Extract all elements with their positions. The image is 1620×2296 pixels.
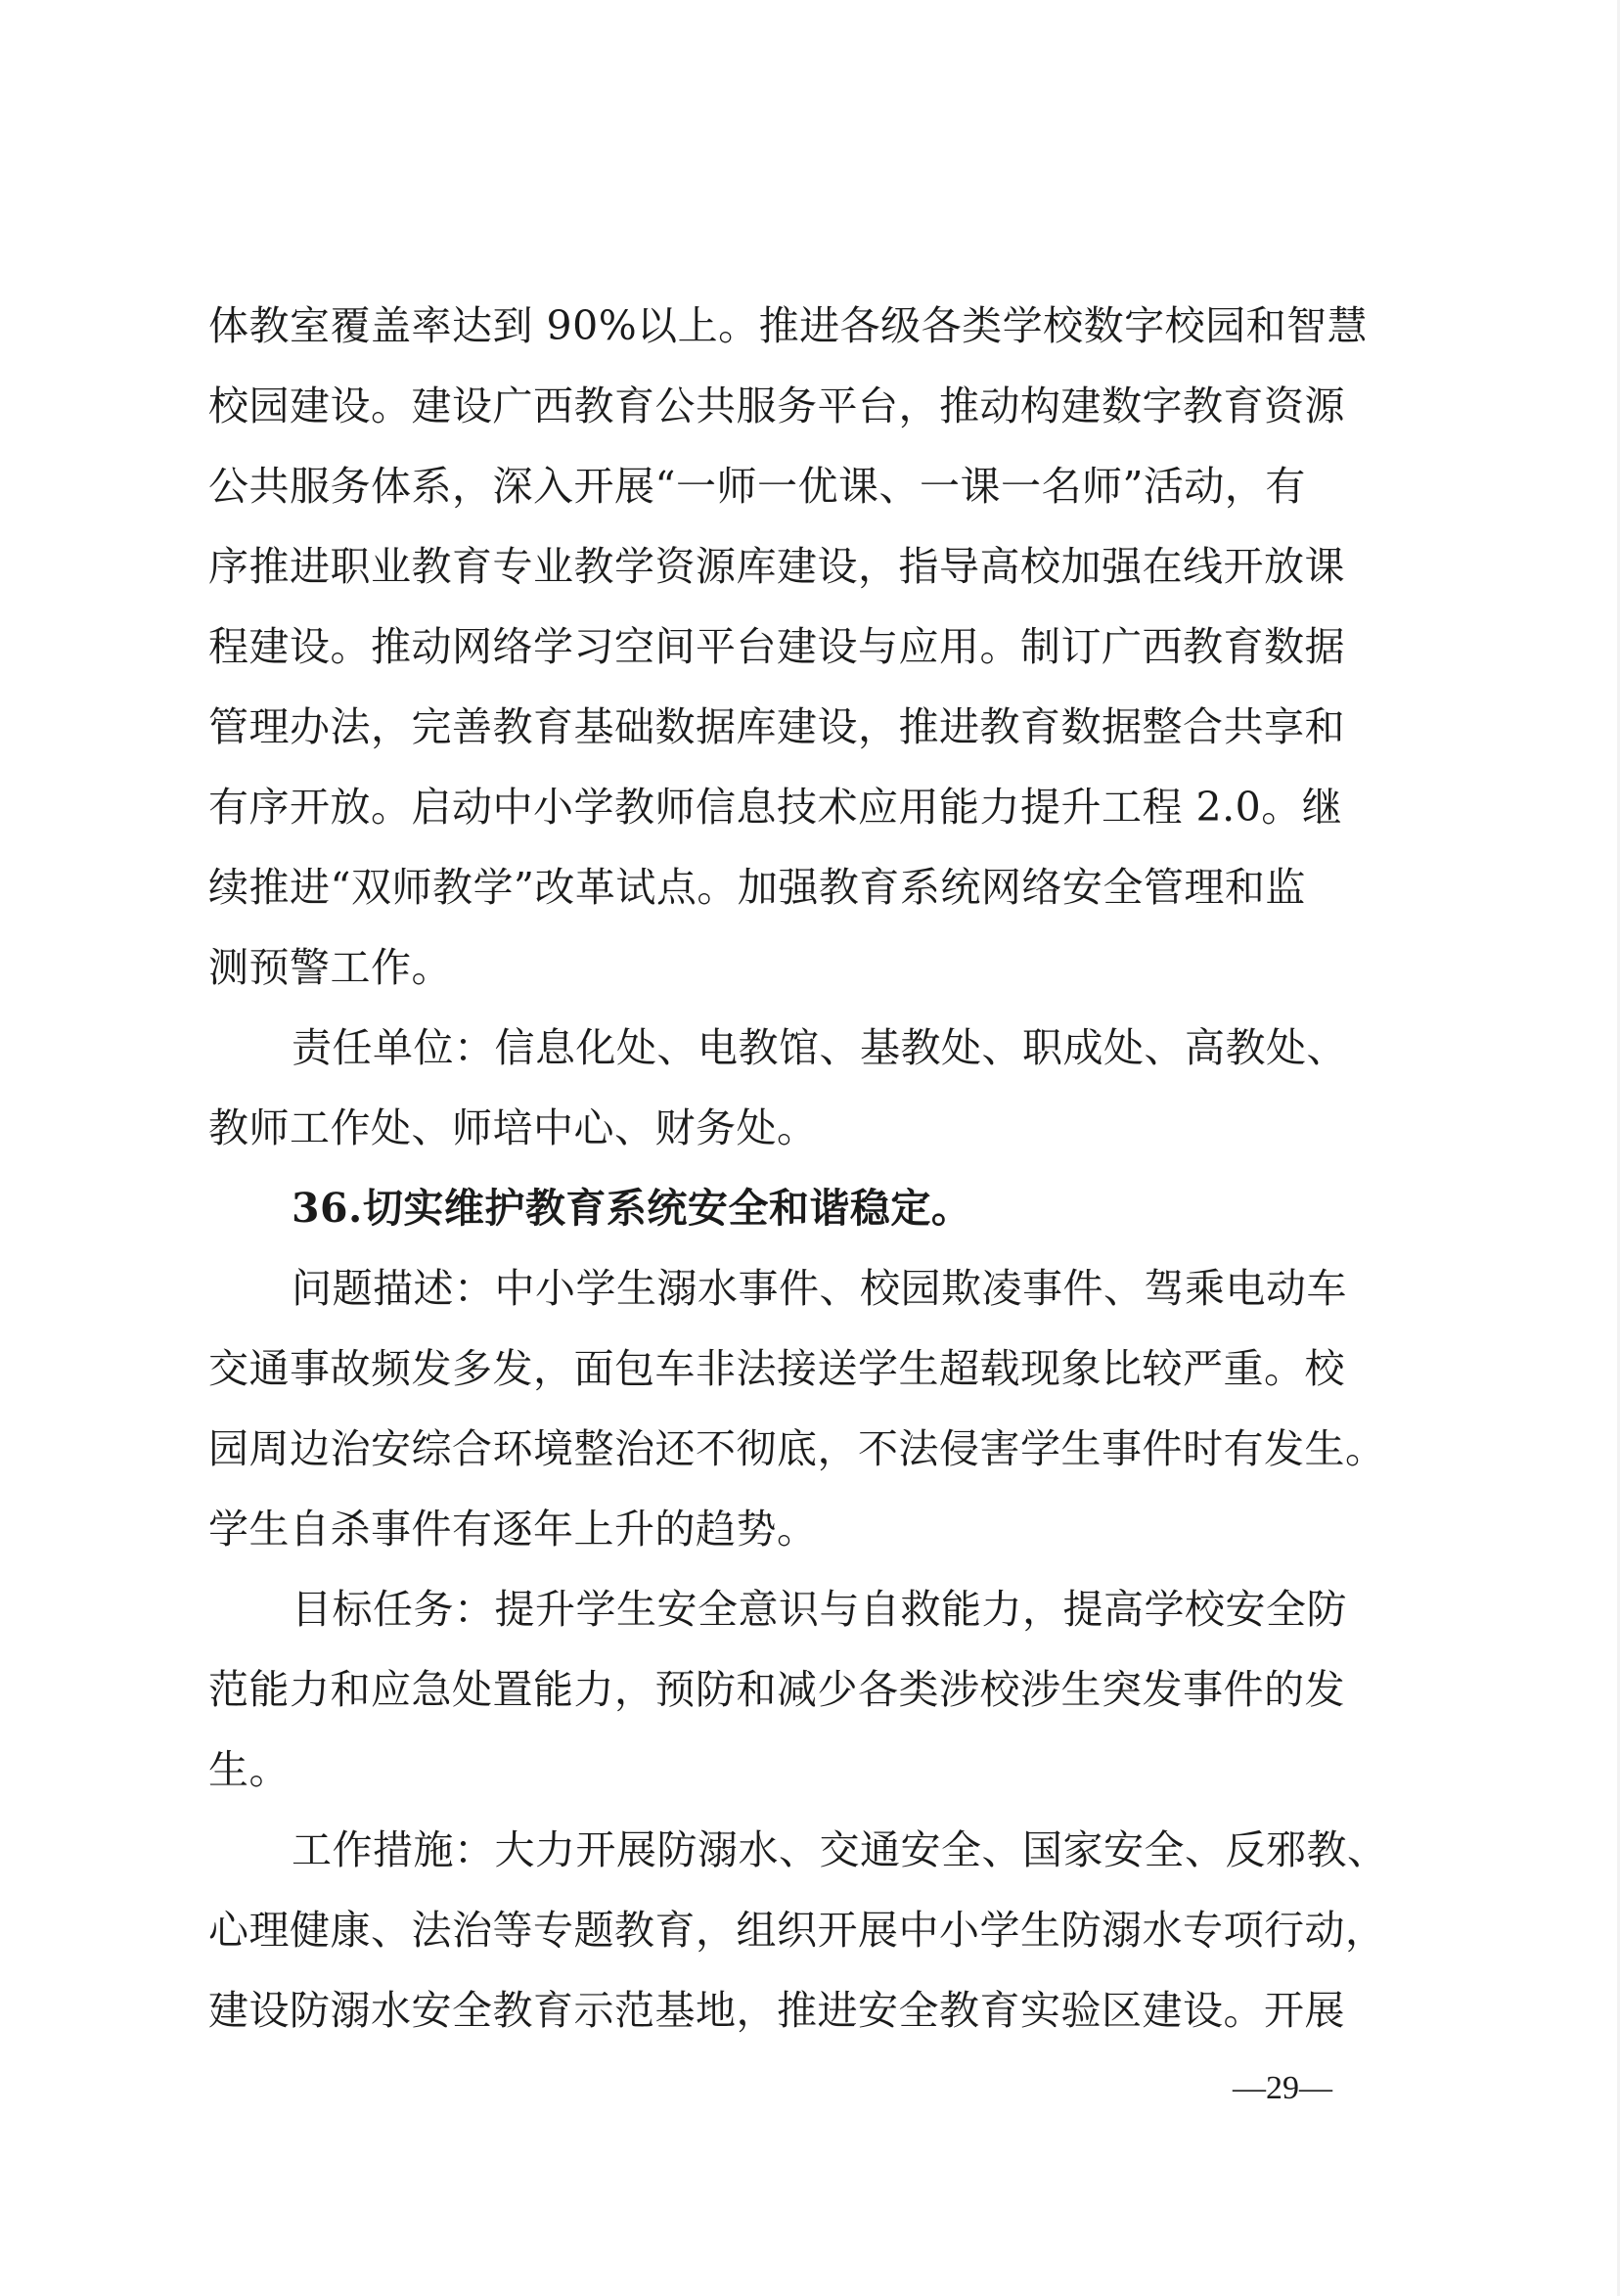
paragraph-line: 有序开放。启动中小学教师信息技术应用能力提升工程 2.0。继 [208, 784, 1343, 831]
paragraph-line: 建设防溺水安全教育示范基地，推进安全教育实验区建设。开展 [208, 1987, 1345, 2034]
paragraph-line: 工作措施：大力开展防溺水、交通安全、国家安全、反邪教、 [292, 1826, 1388, 1873]
paragraph-line: 校园建设。建设广西教育公共服务平台，推动构建数字教育资源 [208, 383, 1345, 429]
paragraph-line: 园周边治安综合环境整治还不彻底，不法侵害学生事件时有发生。 [208, 1425, 1386, 1472]
paragraph-line: 问题描述：中小学生溺水事件、校园欺凌事件、驾乘电动车 [292, 1265, 1347, 1312]
paragraph-line: 范能力和应急处置能力，预防和减少各类涉校涉生突发事件的发 [208, 1666, 1345, 1713]
section-heading: 36.切实维护教育系统安全和谐稳定。 [292, 1185, 972, 1232]
paragraph-line: 序推进职业教育专业教学资源库建设，指导高校加强在线开放课 [208, 543, 1345, 590]
paragraph-line: 续推进“双师教学”改革试点。加强教育系统网络安全管理和监 [208, 864, 1306, 911]
paragraph-line: 公共服务体系，深入开展“一师一优课、一课一名师”活动，有 [208, 463, 1306, 510]
paragraph-line: 测预警工作。 [208, 944, 452, 991]
paragraph-line: 学生自杀事件有逐年上升的趋势。 [208, 1506, 818, 1553]
responsible-units-line: 责任单位：信息化处、电教馆、基教处、职成处、高教处、 [292, 1024, 1347, 1071]
paragraph-line: 管理办法，完善教育基础数据库建设，推进教育数据整合共享和 [208, 703, 1345, 750]
page-number: —29— [1233, 2070, 1332, 2106]
paragraph-line: 心理健康、法治等专题教育，组织开展中小学生防溺水专项行动， [208, 1907, 1386, 1954]
paragraph-line: 体教室覆盖率达到 90%以上。推进各级各类学校数字校园和智慧 [208, 302, 1369, 349]
paragraph-line: 程建设。推动网络学习空间平台建设与应用。制订广西教育数据 [208, 623, 1345, 670]
paragraph-line: 交通事故频发多发，面包车非法接送学生超载现象比较严重。校 [208, 1345, 1345, 1392]
paragraph-line: 目标任务：提升学生安全意识与自救能力，提高学校安全防 [292, 1586, 1347, 1633]
paragraph-line: 生。 [208, 1746, 290, 1793]
responsible-units-line: 教师工作处、师培中心、财务处。 [208, 1104, 818, 1151]
